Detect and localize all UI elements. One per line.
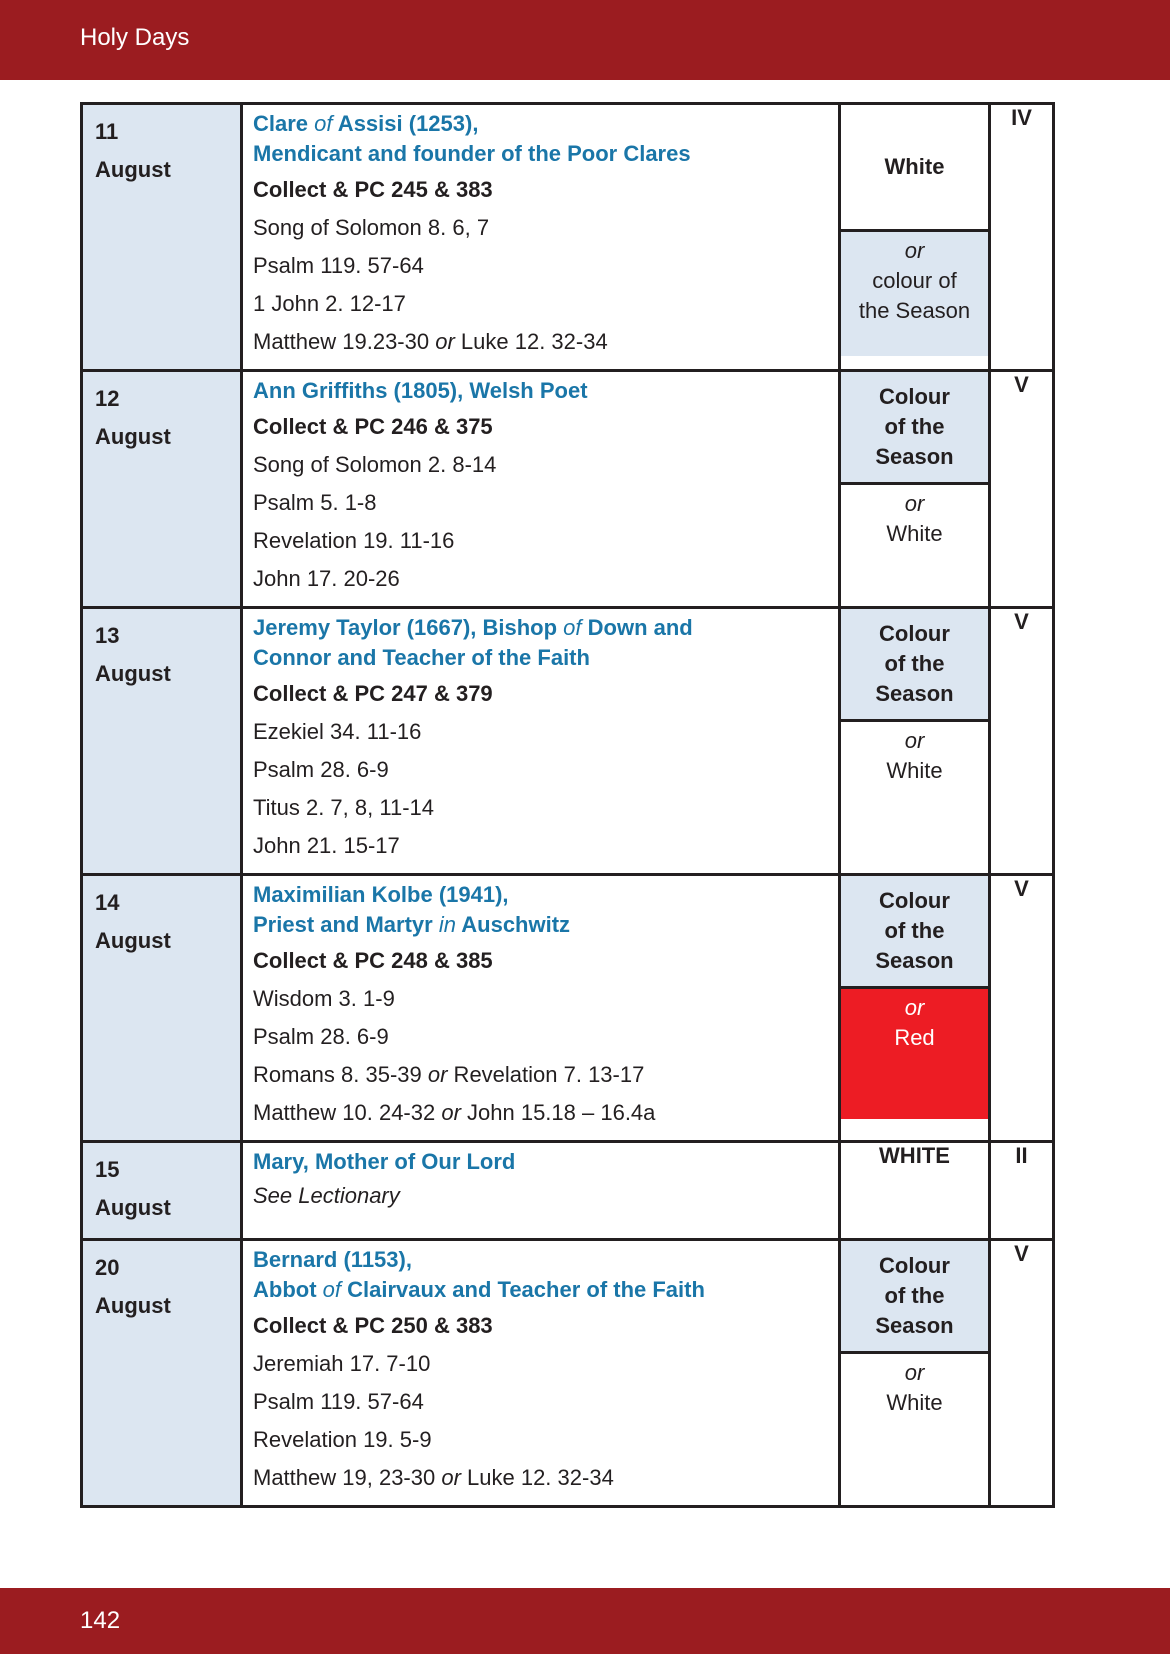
italic-connector: or	[441, 1100, 461, 1125]
or-connector: or	[904, 491, 925, 516]
colour-line: of the	[884, 651, 945, 676]
liturgical-colour-cell: WHITE	[840, 1142, 990, 1240]
colour-options	[841, 876, 988, 1119]
observance-cell	[242, 608, 840, 875]
date-cell	[82, 1240, 242, 1507]
italic-connector: in	[438, 912, 456, 937]
saint-title-line	[253, 643, 828, 673]
reading: John 17. 20-26	[253, 566, 400, 591]
date-month: August	[95, 424, 171, 449]
table-row	[82, 608, 1054, 875]
colour-line: Season	[875, 1313, 954, 1338]
commemoration-rank-cell: IV	[990, 104, 1054, 371]
text-run: Luke 12. 32-34	[454, 329, 608, 354]
table-row	[82, 371, 1054, 608]
liturgical-colour-cell	[840, 371, 990, 608]
colour-line: White	[886, 758, 943, 783]
primary-colour-box	[841, 105, 988, 232]
date-day: 11	[95, 119, 119, 144]
reading: John 21. 15-17	[253, 833, 400, 858]
date-month: August	[95, 157, 171, 182]
text-run: Mary, Mother of Our Lord	[253, 1149, 516, 1174]
liturgical-colour-cell	[840, 608, 990, 875]
date-month: August	[95, 1293, 171, 1318]
italic-connector: or	[441, 1465, 461, 1490]
collect-reference: Collect & PC 248 & 385	[253, 948, 493, 973]
reading: Psalm 28. 6-9	[253, 757, 389, 782]
alternative-colour-box	[841, 722, 988, 852]
saint-title-line	[253, 910, 828, 940]
text-run: Bernard (1153),	[253, 1247, 412, 1272]
italic-connector: of	[322, 1277, 342, 1302]
date-cell	[82, 104, 242, 371]
text-run: Matthew 19.23-30	[253, 329, 436, 354]
colour-line: Season	[875, 948, 954, 973]
reading: Jeremiah 17. 7-10	[253, 1351, 431, 1376]
text-run: Clairvaux and Teacher of the Faith	[341, 1277, 705, 1302]
text-run: Ann Griffiths (1805), Welsh Poet	[253, 378, 588, 403]
text-run: Matthew 10. 24-32	[253, 1100, 442, 1125]
observance-cell	[242, 1142, 840, 1240]
reading: 1 John 2. 12-17	[253, 291, 406, 316]
alternative-colour-box	[841, 232, 988, 356]
text-run: Assisi (1253),	[332, 111, 479, 136]
date-cell	[82, 1142, 242, 1240]
reading: Psalm 119. 57-64	[253, 1389, 424, 1414]
primary-colour-box	[841, 372, 988, 485]
date-month: August	[95, 661, 171, 686]
page-number: 142	[80, 1607, 121, 1634]
reading	[253, 1094, 828, 1132]
reading: Revelation 19. 5-9	[253, 1427, 432, 1452]
colour-line: colour of	[872, 268, 957, 293]
commemoration-rank-cell: V	[990, 608, 1054, 875]
reading	[253, 1459, 828, 1497]
colour-line: Colour	[879, 621, 950, 646]
page-footer	[0, 1588, 1170, 1654]
date-month: August	[95, 1195, 171, 1220]
primary-colour-box	[841, 1241, 988, 1354]
reading: Song of Solomon 8. 6, 7	[253, 215, 490, 240]
liturgical-colour-cell	[840, 104, 990, 371]
commemoration-rank-cell: II	[990, 1142, 1054, 1240]
text-run: Clare	[253, 111, 315, 136]
colour-line: White	[886, 521, 943, 546]
colour-line: Colour	[879, 1253, 950, 1278]
reading: Revelation 19. 11-16	[253, 528, 455, 553]
table-row	[82, 104, 1054, 371]
reading: Song of Solomon 2. 8-14	[253, 452, 497, 477]
reading: Ezekiel 34. 11-16	[253, 719, 422, 744]
colour-line: Season	[875, 444, 954, 469]
colour-line: of the	[884, 414, 945, 439]
holy-days-table	[80, 102, 1055, 1508]
liturgical-colour-cell	[840, 1240, 990, 1507]
observance-cell	[242, 371, 840, 608]
colour-line: Colour	[879, 888, 950, 913]
reading: Psalm 28. 6-9	[253, 1024, 389, 1049]
date-day: 12	[95, 386, 120, 411]
colour-options	[841, 105, 988, 356]
italic-connector: or	[427, 1062, 448, 1087]
saint-title-line	[253, 1275, 828, 1305]
table-row	[82, 1142, 1054, 1240]
primary-colour-box	[841, 609, 988, 722]
reading	[253, 1056, 828, 1094]
text-run: Maximilian Kolbe (1941),	[253, 882, 509, 907]
observance-cell	[242, 1240, 840, 1507]
text-run: Auschwitz	[455, 912, 571, 937]
alternative-colour-box	[841, 1354, 988, 1484]
primary-colour-box	[841, 876, 988, 989]
text-run: Jeremy Taylor (1667), Bishop	[253, 615, 564, 640]
collect-reference: Collect & PC 250 & 383	[253, 1313, 493, 1338]
saint-title-line	[253, 1147, 828, 1177]
date-day: 15	[95, 1157, 120, 1182]
text-run: John 15.18 – 16.4a	[460, 1100, 656, 1125]
date-day: 14	[95, 890, 120, 915]
saint-title-line	[253, 376, 828, 406]
colour-options	[841, 1241, 988, 1484]
text-run: Abbot	[253, 1277, 323, 1302]
text-run: Revelation 7. 13-17	[447, 1062, 645, 1087]
saint-title-line	[253, 880, 828, 910]
collect-reference: Collect & PC 246 & 375	[253, 414, 493, 439]
italic-connector: or	[435, 329, 455, 354]
alternative-colour-box	[841, 485, 988, 593]
colour-line: Season	[875, 681, 954, 706]
reading: Psalm 5. 1-8	[253, 490, 377, 515]
reading	[253, 323, 828, 361]
collect-reference: Collect & PC 245 & 383	[253, 177, 493, 202]
text-run: Down and	[581, 615, 693, 640]
saint-title-line	[253, 139, 828, 169]
colour-options	[841, 372, 988, 593]
commemoration-rank-cell: V	[990, 1240, 1054, 1507]
colour-options	[841, 609, 988, 852]
commemoration-rank-cell: V	[990, 875, 1054, 1142]
saint-title-line	[253, 613, 828, 643]
colour-line: the Season	[858, 298, 971, 323]
date-month: August	[95, 928, 171, 953]
or-connector: or	[904, 995, 925, 1020]
text-run: Mendicant and founder of the Poor Clares	[253, 141, 691, 166]
colour-line: of the	[884, 918, 945, 943]
date-cell	[82, 875, 242, 1142]
text-run: Priest and Martyr	[253, 912, 439, 937]
page-header	[0, 0, 1170, 80]
text-run: Romans 8. 35-39	[253, 1062, 428, 1087]
collect-reference: Collect & PC 247 & 379	[253, 681, 493, 706]
text-run: Luke 12. 32-34	[460, 1465, 614, 1490]
or-connector: or	[904, 238, 925, 263]
or-connector: or	[904, 1360, 925, 1385]
saint-title-line	[253, 109, 828, 139]
date-cell	[82, 608, 242, 875]
see-lectionary-note: See Lectionary	[253, 1183, 400, 1208]
alternative-colour-box	[841, 989, 988, 1119]
colour-line: White	[884, 154, 945, 179]
table-row	[82, 875, 1054, 1142]
reading: Titus 2. 7, 8, 11-14	[253, 795, 434, 820]
date-day: 13	[95, 623, 120, 648]
reading: Psalm 119. 57-64	[253, 253, 424, 278]
colour-line: of the	[884, 1283, 945, 1308]
observance-cell	[242, 875, 840, 1142]
italic-connector: of	[314, 111, 333, 136]
section-title: Holy Days	[80, 24, 190, 51]
or-connector: or	[904, 728, 925, 753]
saint-title-line	[253, 1245, 828, 1275]
date-day: 20	[95, 1255, 120, 1280]
text-run: Matthew 19, 23-30	[253, 1465, 442, 1490]
commemoration-rank-cell: V	[990, 371, 1054, 608]
italic-connector: of	[563, 615, 582, 640]
text-run: Connor and Teacher of the Faith	[253, 645, 590, 670]
date-cell	[82, 371, 242, 608]
reading: Wisdom 3. 1-9	[253, 986, 395, 1011]
liturgical-colour-cell	[840, 875, 990, 1142]
colour-line: Red	[894, 1025, 935, 1050]
table-row	[82, 1240, 1054, 1507]
colour-line: White	[886, 1390, 943, 1415]
colour-line: Colour	[879, 384, 950, 409]
observance-cell	[242, 104, 840, 371]
